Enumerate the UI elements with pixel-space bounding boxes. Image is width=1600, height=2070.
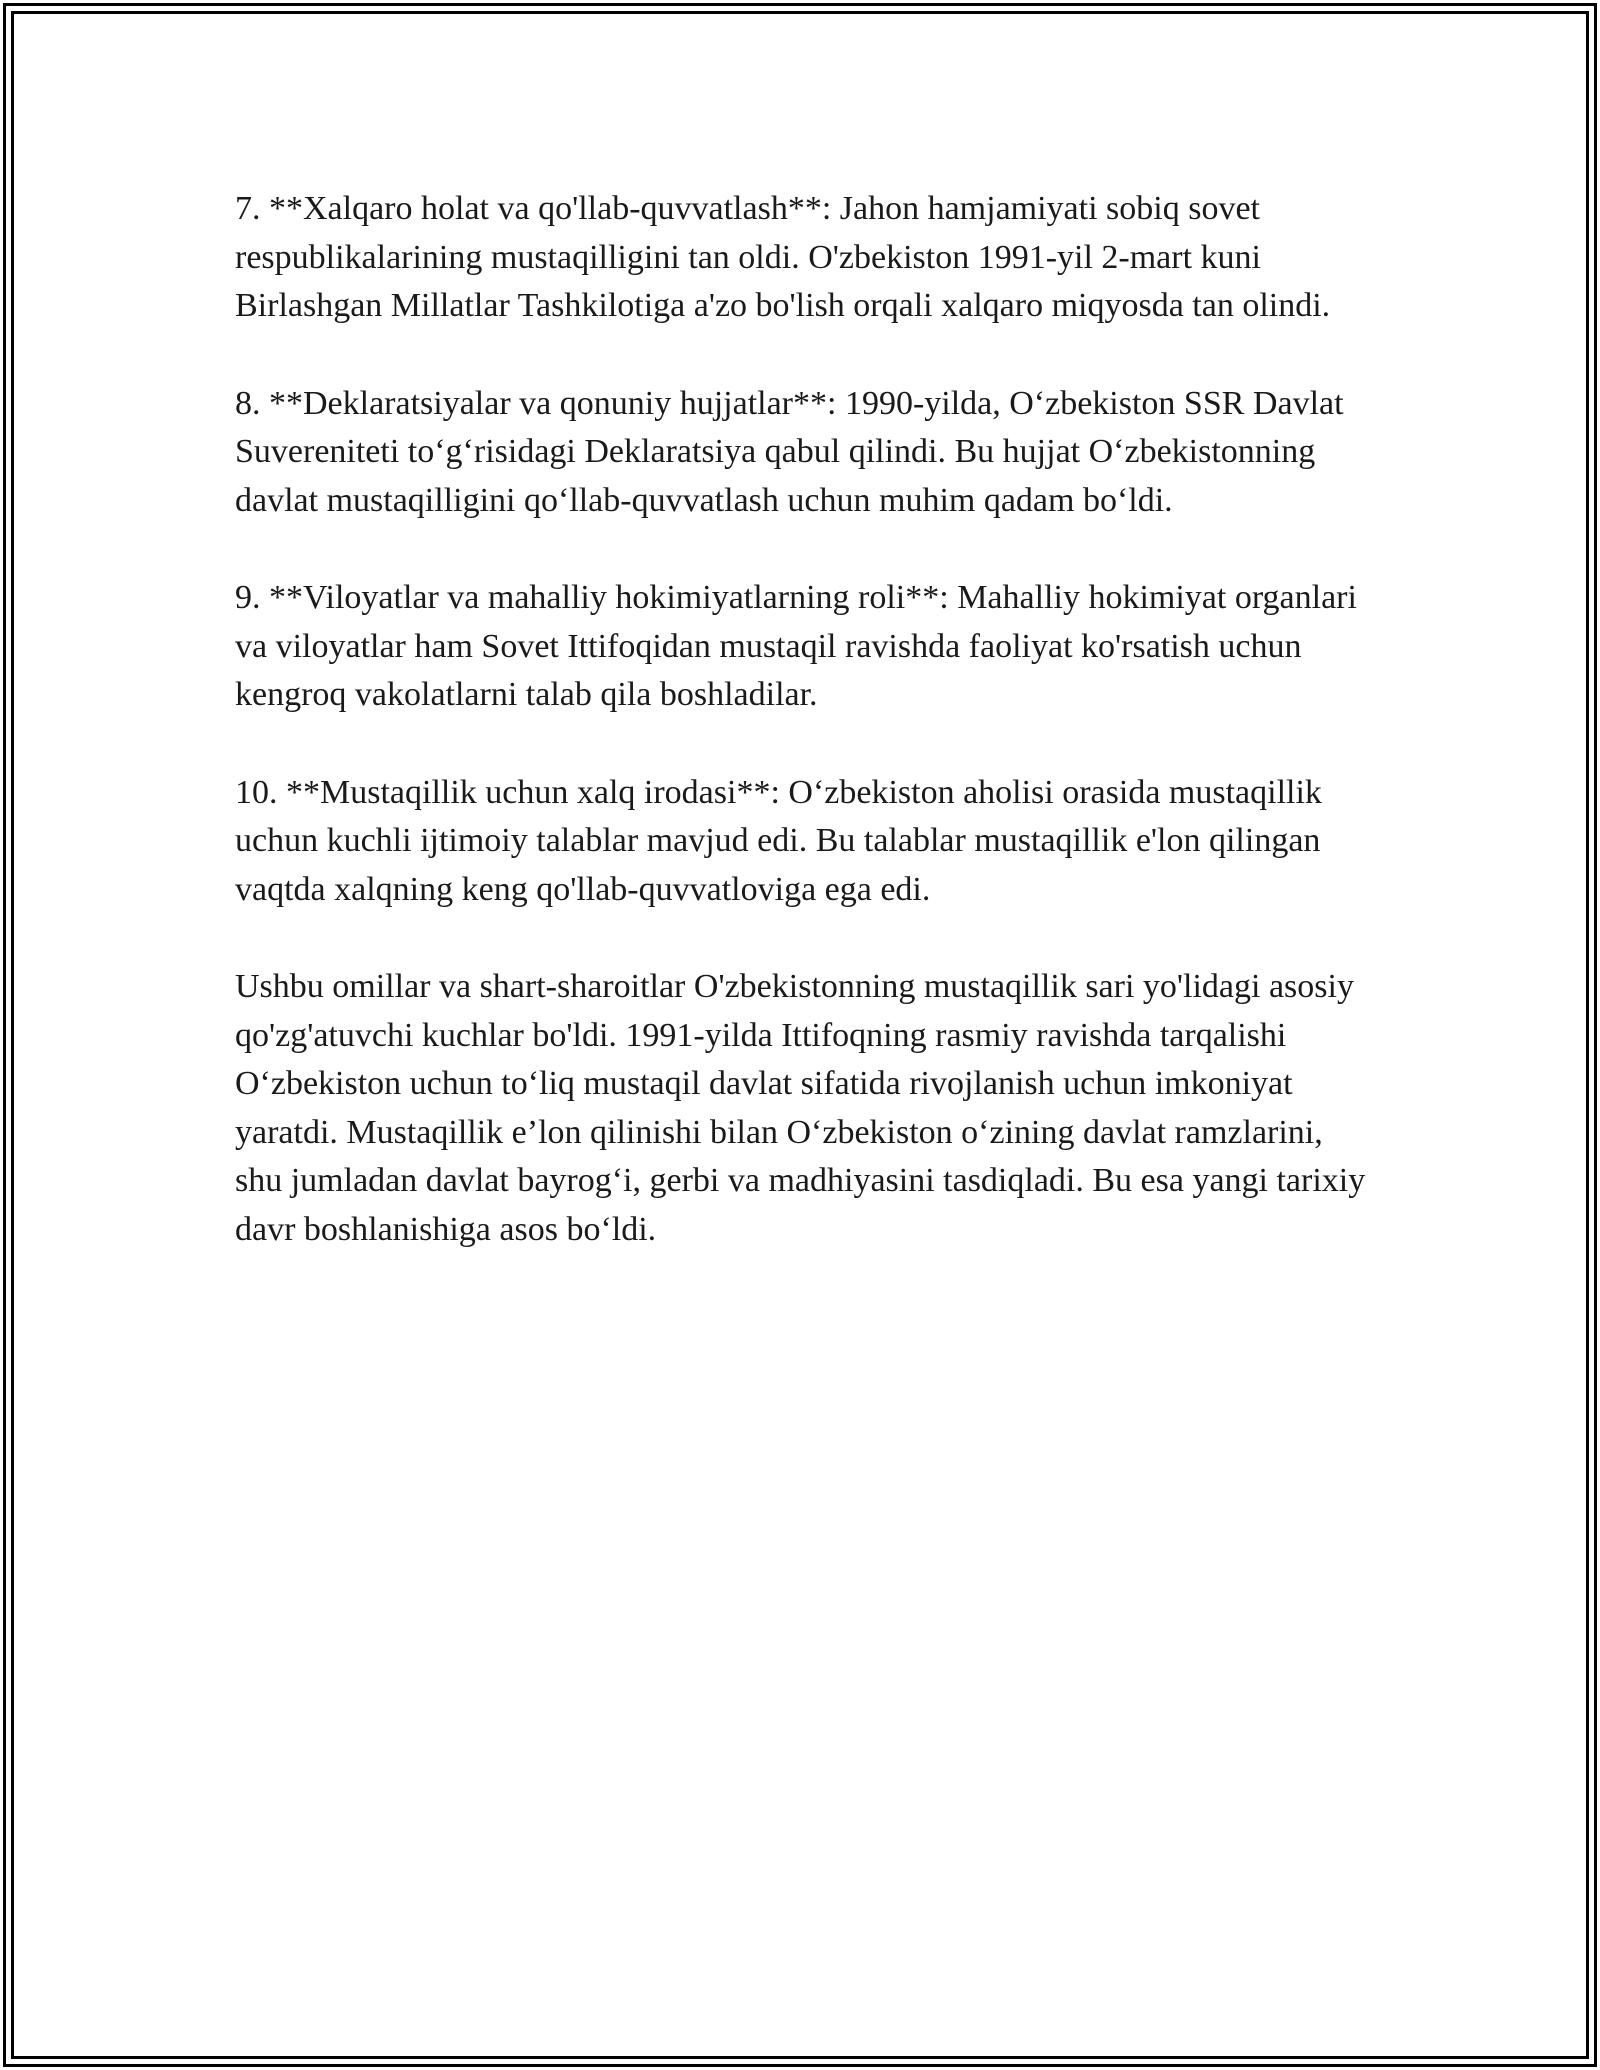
document-body <box>235 185 1375 1303</box>
paragraph-conclusion: Ushbu omillar va shart-sharoitlar O'zbekistonning mustaqillik sari yo'lidagi asosiy qo'zg'atuvchi kuchlar bo'ldi. 1991-yilda Ittifoqning rasmiy ravishda tarqalishi O‘zbekiston uchun to‘liq mustaqil davlat sifatida rivojlanish uchun imkoniyat yaratdi. Mustaqillik e’lon qilinishi bilan O‘zbekiston o‘zining davlat ramzlarini, shu jumladan davlat bayrog‘i, gerbi va madhiyasini tasdiqladi. Bu esa yangi tarixiy davr boshlanishiga asos bo‘ldi. <box>235 968 1366 1248</box>
paragraph-popular-will: 10. **Mustaqillik uchun xalq irodasi**: O‘zbekiston aholisi orasida mustaqillik uchun kuchli ijtimoiy talablar mavjud edi. Bu talablar mustaqillik e'lon qilingan vaqtda xalqning keng qo'llab-quvvatloviga ega edi. <box>235 773 1322 908</box>
paragraph-regional-role: 9. **Viloyatlar va mahalliy hokimiyatlarning roli**: Mahalliy hokimiyat organlari va viloyatlar ham Sovet Ittifoqidan mustaqil ravishda faoliyat ko'rsatish uchun kengroq vakolatlarni talab qila boshladilar. <box>235 579 1357 713</box>
paragraph-declarations: 8. **Deklaratsiyalar va qonuniy hujjatlar**: 1990-yilda, O‘zbekiston SSR Davlat Suvereniteti to‘g‘risidagi Deklaratsiya qabul qilindi. Bu hujjat O‘zbekistonning davlat mustaqilligini qo‘llab-quvvatlash uchun muhim qadam bo‘ldi. <box>235 384 1344 519</box>
paragraph-international-status: 7. **Xalqaro holat va qo'llab-quvvatlash**: Jahon hamjamiyati sobiq sovet respublikalarining mustaqilligini tan oldi. O'zbekiston 1991-yil 2-mart kuni Birlashgan Millatlar Tashkilotiga a'zo bo'lish orqali xalqaro miqyosda tan olindi. <box>235 190 1331 324</box>
